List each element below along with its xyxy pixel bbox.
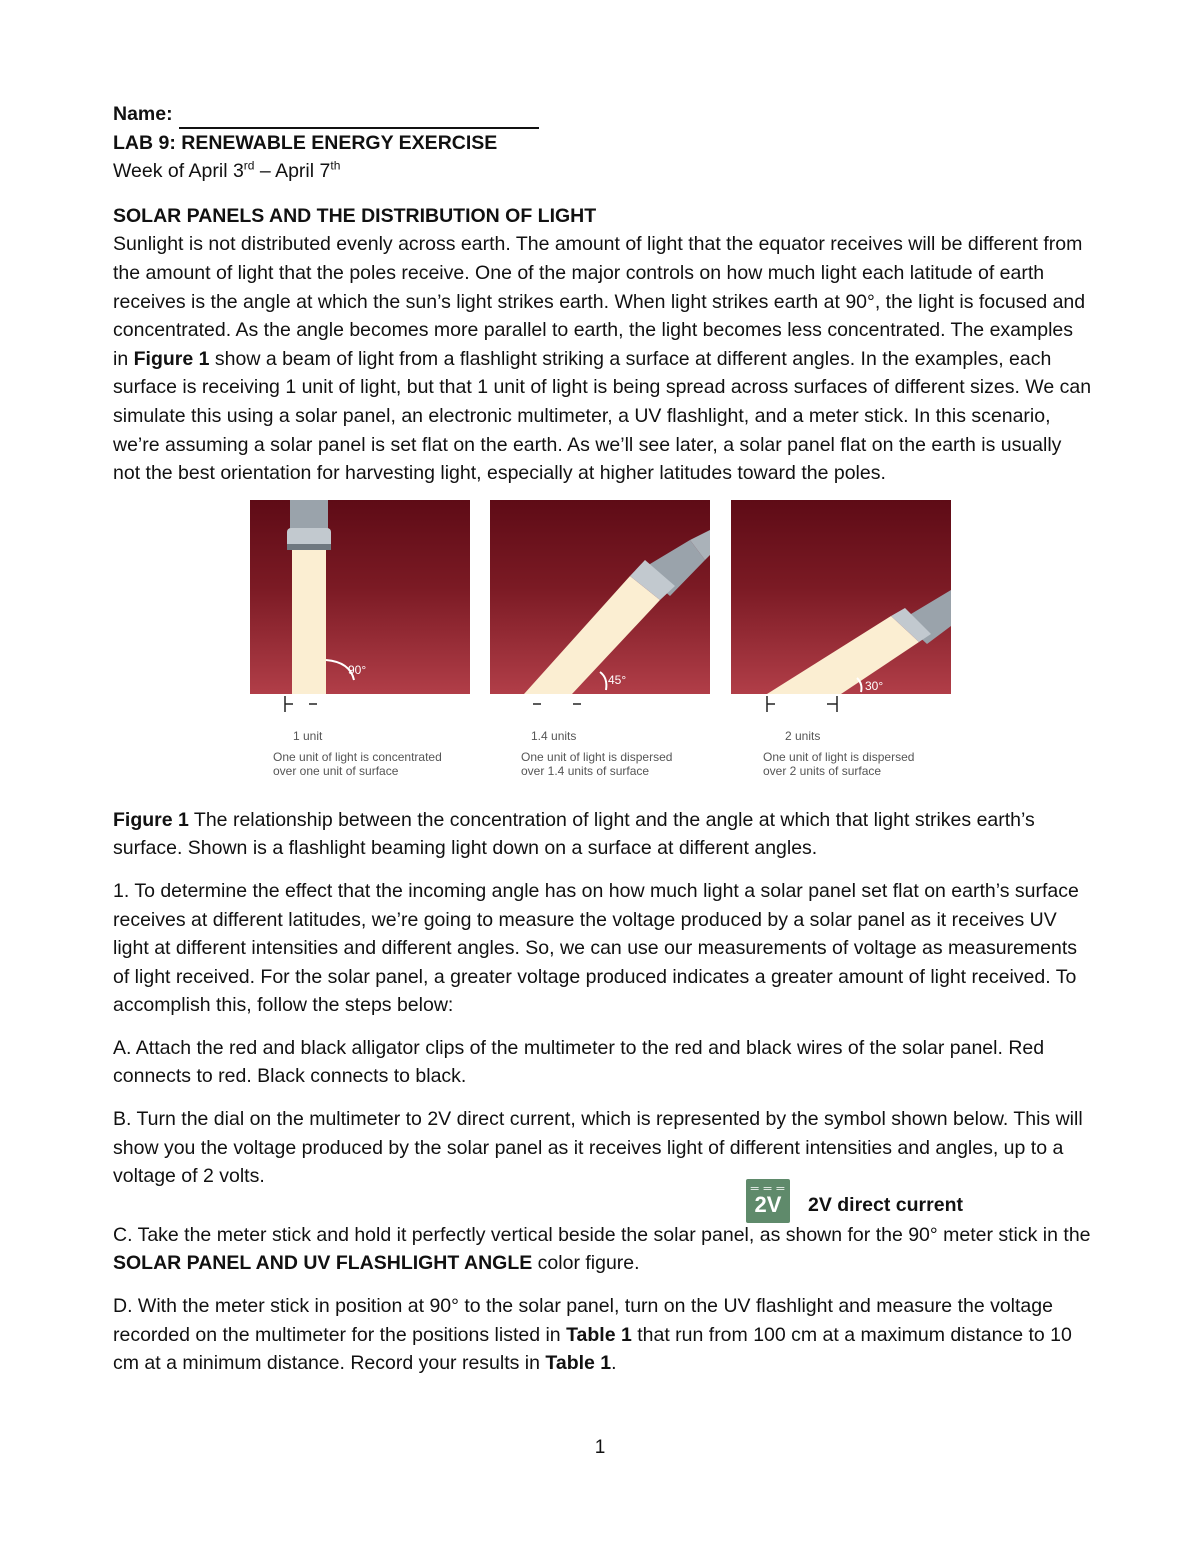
angle-label-30: 30°: [865, 678, 884, 693]
figure-panel-90: [250, 500, 470, 694]
step-d-text-3: .: [611, 1352, 617, 1375]
name-field-row: [113, 100, 1093, 129]
angle-label-45: 45°: [608, 672, 627, 687]
page-number: 1: [594, 1437, 606, 1458]
document-body: [113, 100, 1093, 1378]
flashlight-30-illustration: [731, 500, 951, 694]
step-a: A. Attach the red and black alligator clips of the multimeter to the red and black wires of the solar panel. Red connects to red. Black connects to black.: [113, 1036, 1045, 1088]
week-sup-rd: rd: [243, 158, 255, 173]
figure-panel-30: [731, 500, 951, 694]
step-c-figure-ref: SOLAR PANEL AND UV FLASHLIGHT ANGLE: [113, 1252, 533, 1275]
unit-marker-2: [765, 696, 845, 712]
figure-1-images: [113, 500, 1093, 800]
section-title: SOLAR PANELS AND THE DISTRIBUTION OF LIGHT: [113, 204, 597, 227]
panel-caption-3: [763, 750, 914, 778]
week-sup-th: th: [330, 158, 341, 173]
figure-caption-label: Figure 1: [113, 808, 189, 831]
name-blank-line[interactable]: [179, 107, 539, 129]
units-label-3: 2 units: [785, 728, 821, 743]
unit-marker-1: [283, 696, 323, 712]
week-prefix: Week of April 3: [113, 160, 244, 183]
step-b: B. Turn the dial on the multimeter to 2V direct current, which is represented by the symbol shown below. This will show you the voltage produced by the solar panel as it receives light of different intensities and angles, up to a voltage of 2 volts.: [113, 1108, 1083, 1188]
step-c: [113, 1221, 1093, 1278]
panel-caption-1-line2: over one unit of surface: [273, 763, 399, 778]
panel-caption-3-line1: One unit of light is dispersed: [763, 749, 915, 764]
units-label-1: 1 unit: [293, 728, 323, 743]
week-line: [113, 157, 1093, 186]
panel-caption-3-line2: over 2 units of surface: [763, 763, 882, 778]
step-c-text-2: color figure.: [532, 1252, 640, 1275]
angle-label-90: 90°: [348, 662, 367, 677]
figure-panel-45: [490, 500, 710, 694]
step-d-table-ref-2: Table 1: [545, 1352, 612, 1375]
step-d-text-2: that run from 100 cm at a maximum distance to 10 cm at a minimum distance. Record your results in: [113, 1323, 1072, 1375]
intro-text-2: show a beam of light from a flashlight striking a surface at different angles. In the examples, each surface is receiving 1 unit of light, but that 1 unit of light is being spread across surfaces of different sizes. We can simulate this using a solar panel, an electronic multimeter, a UV flashlight, and a meter stick. In this scenario, we’re assuming a solar panel is set flat on the earth. As we’ll see later, a solar panel flat on the earth is usually not the best orientation for harvesting light, especially at higher latitudes toward the poles.: [113, 347, 1092, 485]
panel-caption-2: [521, 750, 672, 778]
figure-caption-text: The relationship between the concentration of light and the angle at which that light strikes earth’s surface. Shown is a flashlight beaming light down on a surface at different angles.: [113, 808, 1035, 860]
dc-symbol-row: [113, 1182, 1093, 1221]
step-1: 1. To determine the effect that the incoming angle has on how much light a solar panel set flat on earth’s surface receives at different latitudes, we’re going to measure the voltage produced by a solar panel as it receives UV light at different intensities and different angles. So, we can use our measurements of voltage as measurements of light received. For the solar panel, a greater voltage produced indicates a greater amount of light received. To accomplish this, follow the steps below:: [113, 879, 1079, 1017]
dc-voltage-icon: ═ ═ ═ 2V: [746, 1179, 790, 1223]
name-label: Name:: [113, 103, 173, 125]
panel-caption-2-line1: One unit of light is dispersed: [521, 749, 673, 764]
dc-icon-text: 2V: [754, 1191, 782, 1217]
lab-title: LAB 9: RENEWABLE ENERGY EXERCISE: [113, 131, 498, 154]
step-d-text-1: D. With the meter stick in position at 90° to the solar panel, turn on the UV flashlight and measure the voltage recorded on the multimeter for the positions listed in: [113, 1295, 1053, 1346]
units-label-2: 1.4 units: [531, 728, 577, 743]
unit-marker-1-4: [531, 696, 591, 712]
step-d-table-ref-1: Table 1: [566, 1323, 632, 1346]
figure-1-caption: [113, 806, 1093, 863]
week-mid: – April 7: [254, 160, 331, 183]
step-c-text-1: C. Take the meter stick and hold it perfectly vertical beside the solar panel, as shown for the 90° meter stick in the: [113, 1223, 1091, 1246]
intro-text-1: Sunlight is not distributed evenly across earth. The amount of light that the equator receives will be different from the amount of light that the poles receive. One of the major controls on how much light each latitude of earth receives is the angle at which the sun’s light strikes earth. When light strikes earth at 90°, the light is focused and concentrated. As the angle becomes more parallel to earth, the light becomes less concentrated. The examples in: [113, 233, 1086, 370]
step-d: [113, 1292, 1093, 1378]
dc-label: 2V direct current: [808, 1193, 963, 1216]
panel-caption-1-line1: One unit of light is concentrated: [273, 749, 442, 764]
intro-paragraph: [113, 230, 1093, 487]
panel-caption-2-line2: over 1.4 units of surface: [521, 763, 650, 778]
flashlight-90-illustration: [250, 500, 470, 694]
panel-caption-1: [273, 750, 442, 778]
intro-figure-ref: Figure 1: [133, 347, 210, 370]
flashlight-45-illustration: [490, 500, 710, 694]
